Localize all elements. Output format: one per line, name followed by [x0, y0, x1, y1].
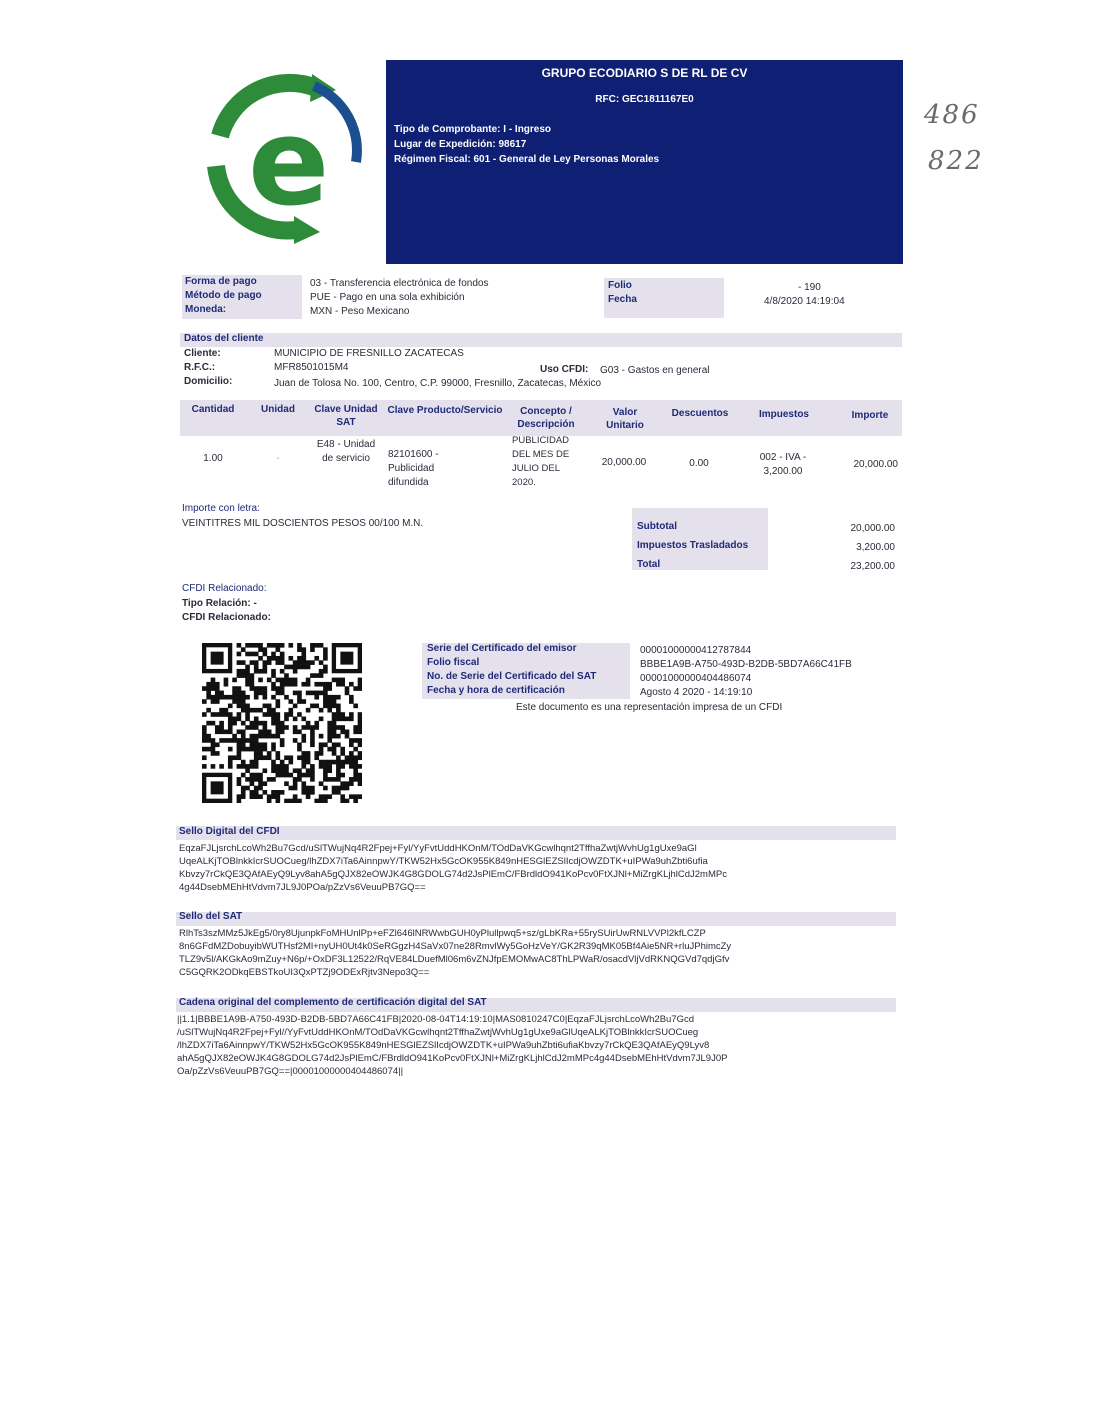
col-descuentos: Descuentos: [671, 408, 729, 419]
handwritten-number-2: 822: [928, 146, 984, 176]
cadena-line: /lhZDX7iTa6AinnpwY/TKW52Hx5GcOK955K849nHESGlEZSlIcdjOWZDTK+uIPWa9uhZbti6ufiaKbvzy7rCkQE3QAfAEyQ9Lyv8: [177, 1040, 710, 1051]
client-rfc-value: MFR8501015M4: [274, 362, 349, 373]
fecha-cert-label: Fecha y hora de certificación: [427, 685, 565, 696]
cadena-line: ||1.1|BBBE1A9B-A750-493D-B2DB-5BD7A66C41FB|2020-08-04T14:19:10|MAS0810247C0|EqzaFJLjsrchLcoWh2Bu7Gcd: [177, 1014, 695, 1025]
sello-sat-line: 8n6GFdMZDobuyibWUTHsf2Ml+nyUH0Ut4k0SeRGgzH4SaVx07ne28RmvlWy5GoHzVeY/GK2R39qMK05Bf4Aie5NR+rluJPhimcZy: [179, 941, 732, 952]
cell-impuestos: 002 - IVA - 3,200.00: [759, 452, 807, 477]
col-impuestos: Impuestos: [758, 409, 809, 420]
cell-clave-producto: 82101600 - Publicidad difundida: [388, 449, 439, 488]
cfdi-note: Este documento es una representación impresa de un CFDI: [516, 702, 783, 713]
folio-fiscal-label: Folio fiscal: [427, 657, 480, 668]
client-rfc-label: R.F.C.:: [184, 362, 216, 373]
cell-descuentos: 0.00: [689, 458, 709, 469]
sello-cfdi-title: Sello Digital del CFDI: [179, 826, 280, 837]
impuestos-trasladados-label: Impuestos Trasladados: [637, 540, 749, 551]
folio-value: - 190: [798, 282, 821, 293]
company-name: GRUPO ECODIARIO S DE RL DE CV: [541, 66, 748, 80]
qr-code: [202, 643, 362, 803]
tipo-relacion: Tipo Relación: -: [182, 598, 257, 609]
col-clave-producto: Clave Producto/Servicio: [387, 405, 503, 416]
lugar-expedicion: Lugar de Expedición: 98617: [394, 139, 527, 150]
cadena-text: [177, 1013, 897, 1078]
uso-cfdi-label: Uso CFDI:: [540, 364, 589, 375]
forma-pago-value: 03 - Transferencia electrónica de fondos: [310, 278, 489, 289]
moneda-label: Moneda:: [185, 304, 227, 315]
tipo-comprobante: Tipo de Comprobante: I - Ingreso: [394, 124, 552, 135]
recycle-e-logo-icon: [196, 66, 366, 244]
col-clave-unidad: Clave Unidad SAT: [314, 404, 378, 428]
fecha-cert-value: Agosto 4 2020 - 14:19:10: [640, 687, 753, 698]
issuer-rfc: RFC: GEC1811167E0: [595, 94, 694, 105]
cliente-value: MUNICIPIO DE FRESNILLO ZACATECAS: [274, 348, 464, 359]
serie-sat-label: No. de Serie del Certificado del SAT: [427, 671, 597, 682]
cadena-title: Cadena original del complemento de certificación digital del SAT: [179, 997, 487, 1008]
client-section-bar: [180, 333, 902, 347]
handwritten-number-1: 486: [924, 100, 980, 130]
metodo-pago-label: Método de pago: [185, 290, 262, 301]
issuer-header: [386, 60, 903, 264]
qr-code-icon: [202, 643, 362, 803]
sello-cfdi-line: UqeALKjTOBlnkkIcrSUOCueg/lhZDX7iTa6AinnpwY/TKW52Hx5GcOK955K849nHESGlEZSlIcdjOWZDTK+uIPWa9uhZbti6ufia: [179, 856, 708, 867]
sello-cfdi-text: [179, 842, 899, 894]
cell-cantidad: 1.00: [203, 453, 223, 464]
serie-sat-value: 00001000000404486074: [640, 673, 752, 684]
sello-sat-line: TLZ9v5l/AKGkAo9mZuy+N6p/+OxDF3L12522/RqVE84LDuefMl06m6vZNJfpEMOMwAC8ThLPWaR/osacdVljVdRKNQGVd7qdjGfv: [179, 954, 730, 965]
sello-cfdi-line: Kbvzy7rCkQE3QAfAEyQ9Lyv8ahA5gQJX82eOWJK4G8GDOLG74d2JsPlEmC/FBrdldO941KoPcv0FtXJNl+MiZrgKLjhlCdJ2mMPc: [179, 869, 727, 880]
col-valor-unitario: Valor Unitario: [606, 407, 644, 431]
cadena-line: /uSlTWujNq4R2Fpej+Fyl//YyFvtUddHKOnM/TOdDaVKGcwlhqnt2TffhaZwtjWvhUg1gUxe9aGlUqeALKjTOBlnkkIcrSUOCueg: [177, 1027, 699, 1038]
total-label: Total: [637, 559, 661, 570]
logo-letter: e: [248, 94, 330, 233]
cell-valor-unitario: 20,000.00: [601, 457, 647, 468]
col-importe: Importe: [851, 410, 889, 421]
domicilio-label: Domicilio:: [184, 376, 233, 387]
cell-unidad: -: [276, 453, 280, 464]
fecha-label: Fecha: [608, 294, 637, 305]
serie-emisor-label: Serie del Certificado del emisor: [427, 643, 577, 654]
sello-sat-bar: [176, 912, 896, 926]
cadena-line: Oa/pZzVs6VeuuPB7GQ==|00001000000404486074||: [177, 1066, 404, 1077]
client-section-title: Datos del cliente: [184, 333, 264, 344]
forma-pago-label: Forma de pago: [185, 276, 257, 287]
subtotal-label: Subtotal: [637, 521, 677, 532]
cell-clave-unidad: E48 - Unidad de servicio: [316, 439, 376, 464]
folio-label: Folio: [608, 280, 632, 291]
cadena-line: ahA5gQJX82eOWJK4G8GDOLG74d2JsPlEmC/FBrdldO941KoPcv0FtXJNl+MiZrgKLjhlCdJ2mMPc4g44DsebMEhHtVdvm7JL9J0P: [177, 1053, 728, 1064]
metodo-pago-value: PUE - Pago en una sola exhibición: [310, 292, 465, 303]
sello-sat-line: RlhTs3szMMz5JkEg5/0ry8UjunpkFoMHUnlPp+eFZl646lNRWwbGUH0yPlullpwq5+sz/gLbKRa+55rySUirUwRNLVVPl2kfLCZP: [179, 928, 706, 939]
sello-cfdi-line: EqzaFJLjsrchLcoWh2Bu7Gcd/uSlTWujNq4R2Fpej+Fyl/YyFvtUddHKOnM/TOdDaVKGcwlhqnt2TffhaZwtjWvhUg1gUxe9aGl: [179, 843, 697, 854]
subtotal-value: 20,000.00: [850, 523, 895, 534]
cfdi-relacionado-label: CFDI Relacionado:: [182, 612, 271, 623]
col-unidad: Unidad: [261, 404, 295, 415]
importe-letra-label: Importe con letra:: [182, 503, 260, 514]
regimen-fiscal: Régimen Fiscal: 601 - General de Ley Personas Morales: [394, 154, 660, 165]
cell-importe: 20,000.00: [853, 459, 898, 470]
sello-sat-text: [179, 927, 899, 979]
company-logo: [196, 66, 366, 244]
sello-sat-title: Sello del SAT: [179, 911, 243, 922]
fecha-value: 4/8/2020 14:19:04: [764, 296, 845, 307]
col-cantidad: Cantidad: [191, 404, 235, 415]
col-concepto: Concepto / Descripción: [517, 406, 575, 430]
domicilio-value: Juan de Tolosa No. 100, Centro, C.P. 99000, Fresnillo, Zacatecas, México: [274, 378, 602, 389]
total-value: 23,200.00: [850, 561, 895, 572]
serie-emisor-value: 00001000000412787844: [640, 645, 752, 656]
cliente-label: Cliente:: [184, 348, 221, 359]
uso-cfdi-value: G03 - Gastos en general: [600, 365, 710, 376]
sello-cfdi-bar: [176, 826, 896, 840]
cell-concepto: PUBLICIDAD DEL MES DE JULIO DEL 2020.: [512, 435, 570, 488]
folio-fiscal-value: BBBE1A9B-A750-493D-B2DB-5BD7A66C41FB: [640, 659, 852, 670]
sello-sat-line: C5GQRK2ODkqEBSTkoUI3QxPTZj9ODExRjtv3Nepo3Q==: [179, 967, 430, 978]
cfdi-relacionado-title: CFDI Relacionado:: [182, 583, 267, 594]
impuestos-trasladados-value: 3,200.00: [856, 542, 895, 553]
moneda-value: MXN - Peso Mexicano: [310, 306, 410, 317]
sello-cfdi-line: 4g44DsebMEhHtVdvm7JL9J0POa/pZzVs6VeuuPB7GQ==: [179, 882, 426, 893]
importe-letra-value: VEINTITRES MIL DOSCIENTOS PESOS 00/100 M.N.: [182, 518, 424, 529]
